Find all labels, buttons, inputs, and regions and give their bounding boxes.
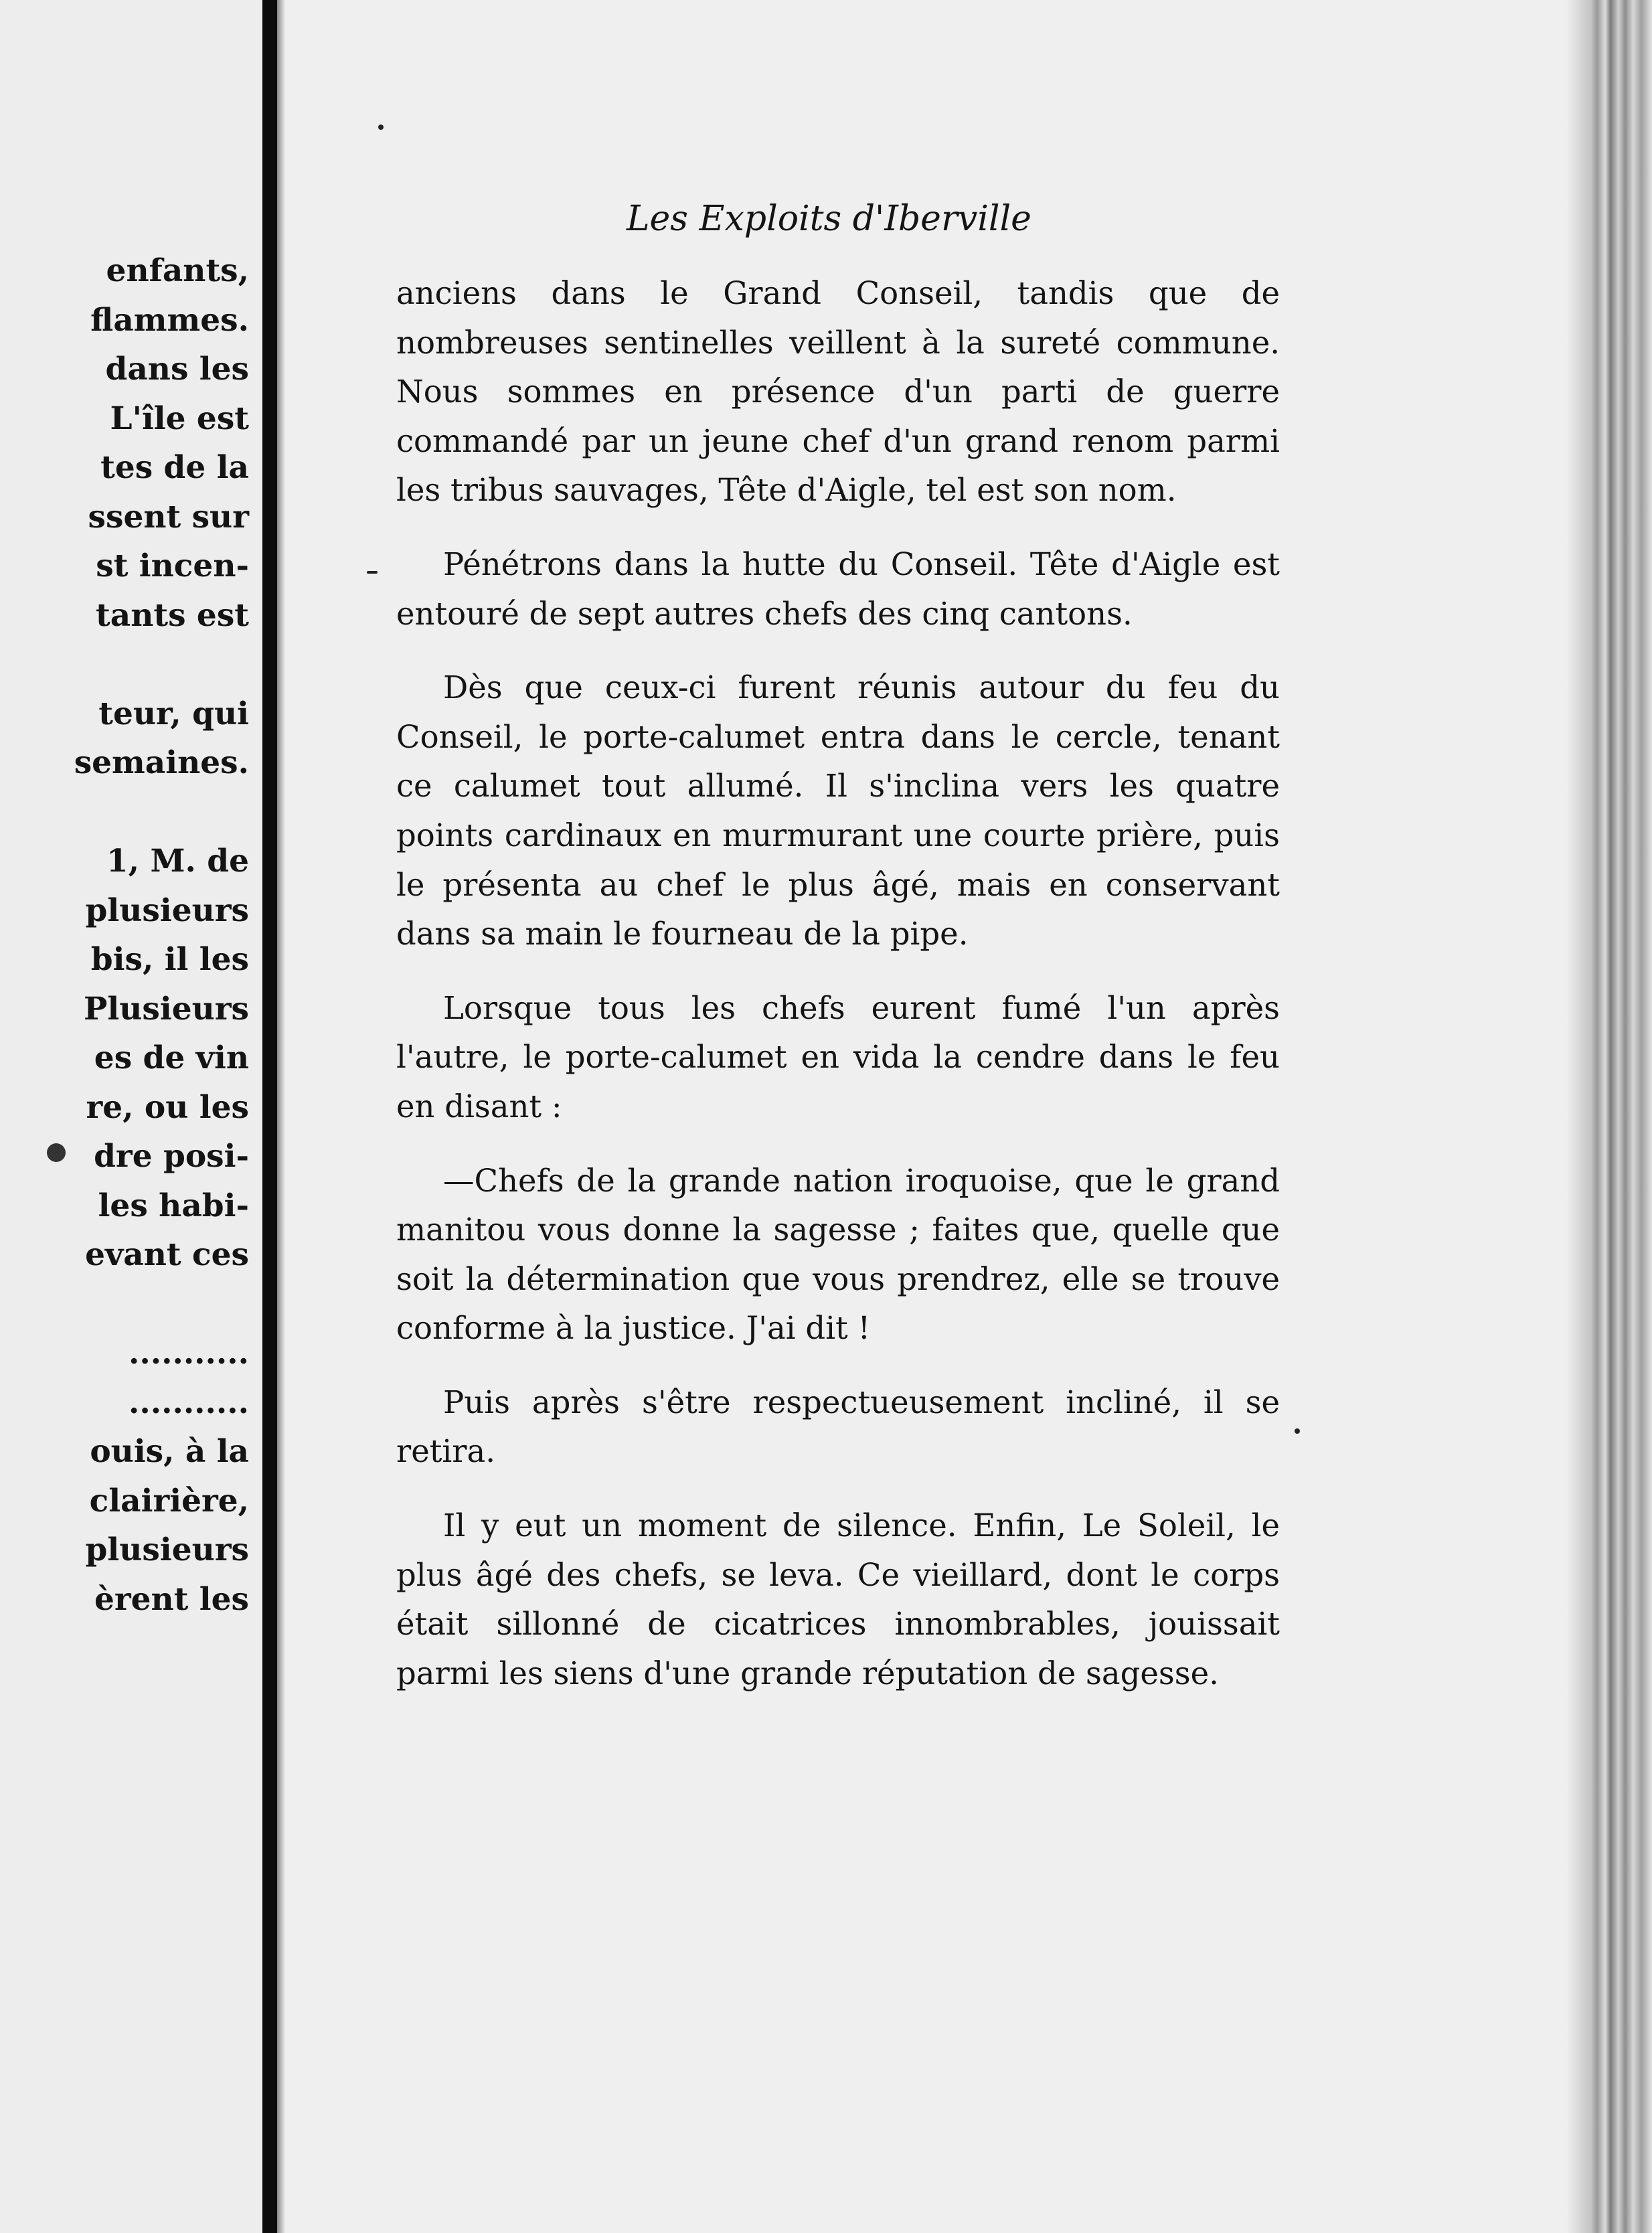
paragraph: Pénétrons dans la hutte du Conseil. Tête d'Aigle est entouré de sept autres chefs des cinq cantons. <box>396 546 1280 632</box>
left-line: ........... <box>129 1335 249 1372</box>
left-line: 1, M. de <box>106 843 249 880</box>
left-line <box>0 788 249 837</box>
left-line: dans les <box>105 351 249 388</box>
paragraph: anciens dans le Grand Conseil, tandis que de nombreuses sentinelles veillent à la sureté commune. Nous sommes en présence d'un parti de guerre commandé par un jeune chef d'un grand renom parmi les tribus sauvages, Tête d'Aigle, tel est son nom. <box>396 275 1280 509</box>
left-line: semaines. <box>74 744 249 781</box>
left-line: èrent les <box>94 1580 249 1618</box>
ink-speck <box>367 571 378 574</box>
left-line: tants est <box>96 596 249 634</box>
left-line <box>0 1280 249 1329</box>
left-page-text <box>0 246 249 1624</box>
left-line: Plusieurs <box>84 990 249 1027</box>
gutter-shadow <box>277 0 285 2233</box>
paragraph: Puis après s'être respectueusement incliné, il se retira. <box>396 1384 1280 1470</box>
left-line: flammes. <box>90 301 249 339</box>
left-line: es de vin <box>94 1040 249 1076</box>
page-body <box>396 269 1280 1723</box>
left-line: plusieurs <box>85 892 249 929</box>
page-edge-shadow <box>1566 0 1590 2233</box>
page-stack-edge <box>1590 0 1652 2233</box>
ink-speck <box>378 125 384 130</box>
left-line: ouis, à la <box>90 1433 249 1470</box>
left-line: enfants, <box>106 252 249 289</box>
left-line: tes de la <box>100 449 249 486</box>
ink-speck <box>1295 1428 1300 1434</box>
left-page <box>0 0 265 2233</box>
left-line: bis, il les <box>90 941 249 978</box>
left-line: clairière, <box>89 1482 249 1519</box>
left-line: dre posi- <box>94 1138 249 1175</box>
left-line: L'île est <box>110 400 249 437</box>
left-line: teur, qui <box>98 695 249 732</box>
paragraph: —Chefs de la grande nation iroquoise, que le grand manitou vous donne la sagesse ; faites que, quelle que soit la détermination que vous prendrez, elle se trouve conforme à la justice. J'ai dit ! <box>396 1162 1280 1347</box>
paragraph: Dès que ceux-ci furent réunis autour du feu du Conseil, le porte-calumet entra dans le cercle, tenant ce calumet tout allumé. Il s'inclina vers les quatre points cardinaux en murmurant une courte prière, puis le présenta au chef le plus âgé, mais en conservant dans sa main le fourneau de la pipe. <box>396 669 1280 953</box>
left-line: st incen- <box>96 548 249 584</box>
paragraph: Il y eut un moment de silence. Enfin, Le Soleil, le plus âgé des chefs, se leva. Ce vieillard, dont le corps était sillonné de cicatrices innombrables, jouissait parmi les siens d'une grande réputation de sagesse. <box>396 1507 1280 1691</box>
left-line: re, ou les <box>86 1088 249 1126</box>
paragraph: Lorsque tous les chefs eurent fumé l'un après l'autre, le porte-calumet en vida la cendre dans le feu en disant : <box>396 989 1280 1125</box>
left-line <box>0 640 249 689</box>
ink-speck <box>47 1143 66 1162</box>
running-header: Les Exploits d'Iberville <box>627 199 1031 239</box>
left-line: les habi- <box>98 1187 249 1224</box>
book-gutter <box>262 0 277 2233</box>
left-line: evant ces <box>85 1236 249 1273</box>
left-line: ssent sur <box>88 498 249 535</box>
left-line: ........... <box>129 1384 249 1421</box>
left-line: plusieurs <box>85 1532 249 1568</box>
